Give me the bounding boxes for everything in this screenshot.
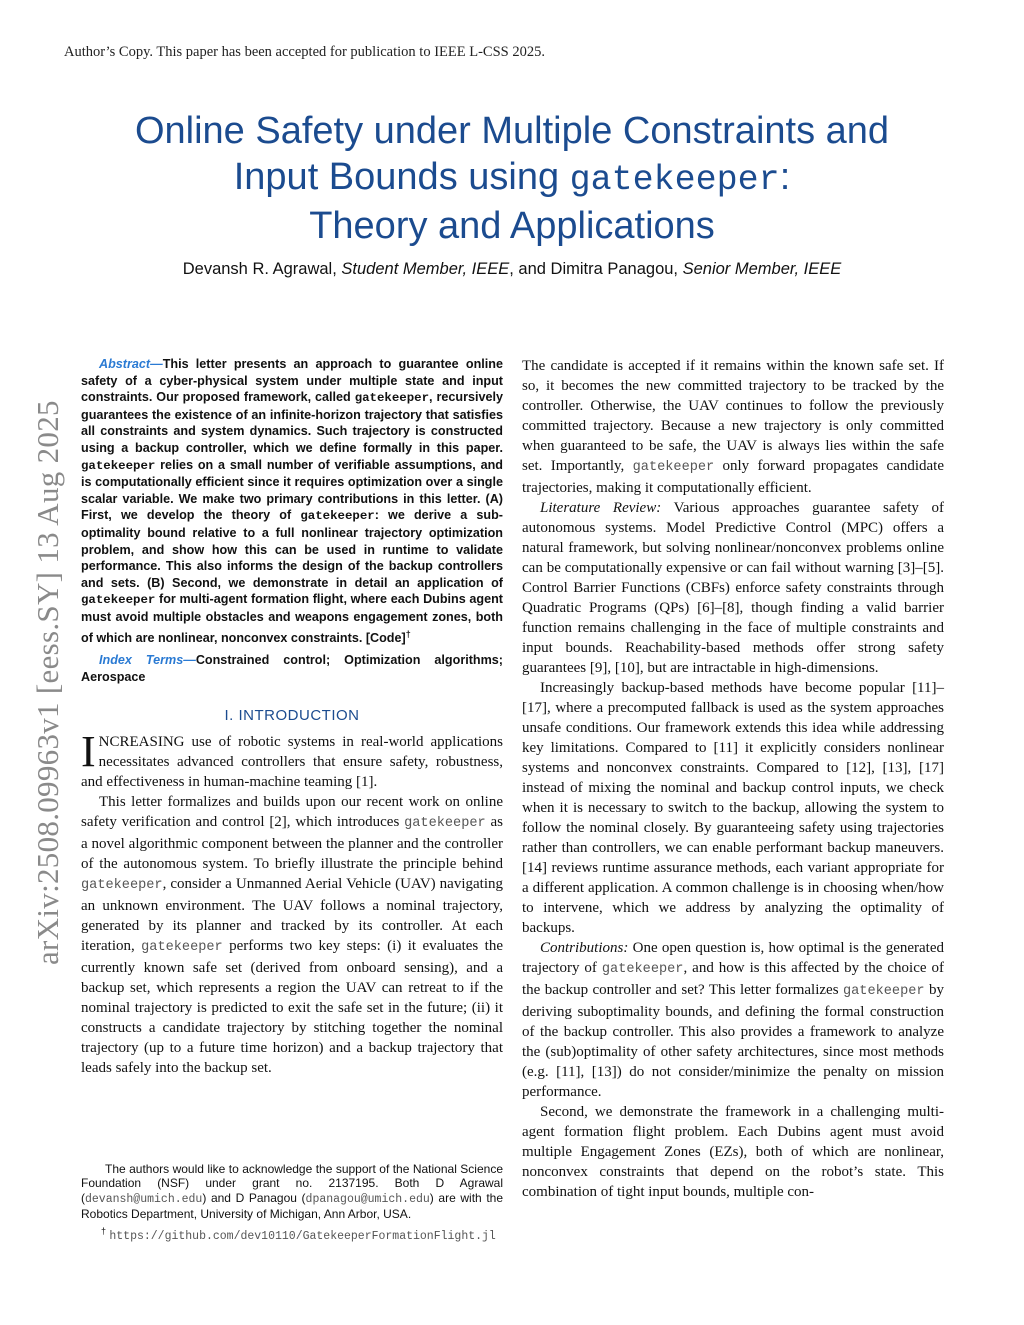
abstract-label: Abstract— (99, 357, 163, 371)
footnote-dagger: † (101, 1226, 107, 1237)
intro-p2-text-c: , consider a Unmanned Aerial Vehicle (UAV) navigating an unknown environment. The UAV follows a nominal trajectory, generated by its planner and tracked by its controller. At each iteration, (81, 876, 503, 955)
footnote-text-1: The authors would like to acknowledge the support of the National Science Foundation (NSF) under grant no. 2137195. Both D Agrawal ( (81, 1162, 503, 1205)
footnote-text-2: ) and D Panagou ( (202, 1190, 306, 1205)
code-footnote-marker: † (405, 628, 411, 639)
second-contribution-paragraph: Second, we demonstrate the framework in a challenging multi-agent formation flight problem. Each Dubins agent must avoid multiple Engagement Zones (EZs), both of which are nonlinear, nonconvex constraints that depend on the robot’s state. This combination of tight input bounds, multiple con- (522, 1104, 944, 1200)
intro-paragraph-2 (81, 792, 503, 1078)
right-paragraph-1 (522, 356, 944, 498)
paper-title (60, 108, 964, 249)
contributions-text-1: One open question is, how optimal is the generated trajectory of (522, 940, 944, 976)
right-p1-text-b: only forward propagates candidate trajectories, making it computationally efficient. (522, 458, 944, 496)
abstract-text-1: This letter presents an approach to guarantee online safety of a cyber-physical system under multiple state and input constraints. Our proposed framework, called (81, 357, 503, 405)
abstract-text-2: , recursively guarantees the existence of an infinite-horizon trajectory that satisfies all constraints and system dynamics. Such trajectory is constructed using a backup controller, which we define formally in this paper. (81, 390, 503, 455)
literature-review-paragraph (522, 498, 944, 678)
intro-p1-text: NCREASING use of robotic systems in real-world applications necessitates advanced controllers that ensure safety, robustness, and effectiveness in human-machine teaming [1]. (81, 734, 503, 791)
author-line (60, 260, 964, 279)
literature-review-text: Various approaches guarantee safety of autonomous systems. Model Predictive Control (MPC) offers a natural framework, but solving nonlinear/nonconvex problems online can be computationally expensive or can fail without warning [3]–[5]. Control Barrier Functions (CBFs) enforce safety constraints through Quadratic Programs (QPs) [6]–[8], though finding a valid barrier function remains challenging in the face of multiple constraints and input bounds. Reachability-based methods offer strong safety guarantees [9], [10], but are intractable in high-dimensions. (522, 500, 944, 676)
abstract-text-3: relies on a small number of verifiable assumptions, and is computationally efficient since it requires optimization over a single scalar variable. We make two primary contributions in this letter. (A) First, we develop the theory of (81, 457, 503, 523)
index-terms-label: Index Terms— (99, 653, 196, 668)
code-word: gatekeeper (300, 509, 375, 524)
literature-review-label: Literature Review: (540, 500, 662, 516)
title-line-2-pre: Input Bounds using (233, 156, 570, 198)
code-word: gatekeeper (81, 458, 156, 473)
drop-cap: I (81, 727, 96, 777)
code-word: gatekeeper (632, 460, 715, 475)
index-terms-text: Constrained control; Optimization algorithms; Aerospace (81, 653, 503, 684)
acknowledgement (81, 1162, 503, 1221)
abstract (81, 356, 503, 646)
code-word: gatekeeper (81, 878, 163, 894)
author-1-role: Student Member, IEEE (341, 260, 510, 278)
contributions-paragraph (522, 938, 944, 1102)
code-footnote (81, 1224, 503, 1244)
email-link[interactable]: dpanagou@umich.edu (305, 1192, 430, 1206)
intro-p2-text-d: performs two key steps: (i) it evaluates the currently known safe set (derived from onboard sensing), and a backup set, which represents a region the UAV can retreat to if the nominal trajectory is predicted to exit the safe set in the future; (ii) it constructs a candidate trajectory by stitching together the nominal trajectory (up to a future time horizon) and a backup trajectory that leads safely into the backup set. (81, 938, 503, 1077)
contributions-text-2: , and how is this affected by the choice of the backup controller and set? This letter formalizes (522, 960, 944, 998)
email-link[interactable]: devansh@umich.edu (85, 1192, 203, 1206)
arxiv-stamp: arXiv:2508.09963v1 [eess.SY] 13 Aug 2025 (30, 400, 65, 965)
right-p1-text-a: The candidate is accepted if it remains within the known safe set. If so, it becomes the new committed trajectory to be tracked by the controller. Otherwise, the UAV continues to follow the previously committed trajectory. Because a new trajectory is only committed when guaranteed to be safe, the UAV is always lies within the safe set. Importantly, (522, 358, 944, 474)
author-2-role: Senior Member, IEEE (682, 260, 842, 278)
footnote (81, 1162, 503, 1244)
publication-notice: Author’s Copy. This paper has been accepted for publication to IEEE L-CSS 2025. (64, 44, 545, 60)
section-heading: I. INTRODUCTION (224, 707, 360, 725)
title-line-3: Theory and Applications (309, 205, 715, 247)
index-terms (81, 652, 503, 685)
intro-p2-text-b: as a novel algorithmic component between the planner and the controller of the autonomous system. To briefly illustrate the principle behind (81, 814, 503, 873)
intro-p2-text-a: This letter formalizes and builds upon our recent work on online safety verification and control [2], which introduces (81, 794, 503, 831)
footnote-text-3: ) are with the Robotics Department, University of Michigan, Ann Arbor, USA. (81, 1190, 504, 1221)
author-separator: , and Dimitra Panagou, (509, 260, 683, 278)
title-line-2-post: : (779, 156, 791, 198)
code-word: gatekeeper (601, 962, 684, 977)
code-word: gatekeeper (842, 984, 925, 999)
code-url-link[interactable]: https://github.com/dev10110/GatekeeperFormationFlight.jl (109, 1230, 496, 1244)
left-column (81, 356, 503, 1078)
title-line-1: Online Safety under Multiple Constraints and (134, 110, 890, 152)
right-column (522, 356, 944, 1202)
title-code-word: gatekeeper (569, 160, 780, 200)
code-word: gatekeeper (141, 940, 223, 956)
code-word: gatekeeper (81, 593, 156, 608)
backup-methods-paragraph: Increasingly backup-based methods have become popular [11]–[17], where a precomputed fallback is used as the system approaches unsafe conditions. Our framework extends this idea while addressing key limitations. Compared to [11] it explicitly considers nonlinear systems and nonconvex constraints. Compared to [12], [13], [17] instead of mixing the nominal and backup control inputs, we check when it is necessary to switch to the backup, allowing the system to follow the nominal closely. By guaranteeing safety using trajectories rather than controllers, we can enable performant backup maneuvers. [14] reviews runtime assurance methods, each variant appropriate for a different application. A common challenge is in choosing when/how to intervene, which we address by analyzing the optimality of backups. (522, 680, 944, 936)
contributions-text-3: by deriving suboptimality bounds, and defining the formal construction of the backup controller. This also provides a framework to analyze the (sub)optimality of other safety architectures, since most methods (e.g. [11], [13]) do not consider/minimize the penalty on mission performance. (522, 982, 944, 1100)
intro-paragraph-1 (81, 727, 503, 792)
author-1: Devansh R. Agrawal, (182, 260, 342, 278)
code-word: gatekeeper (404, 816, 486, 832)
code-word: gatekeeper (354, 391, 430, 406)
contributions-label: Contributions: (540, 940, 629, 956)
abstract-text-5: for multi-agent formation flight, where each Dubins agent must avoid multiple obstacles and weapons engagement zones, both of which are nonlinear, nonconvex constraints. [Code] (81, 592, 503, 645)
abstract-text-4: : we derive a sub-optimality bound relative to a full nonlinear trajectory optimization problem, and show how this can be used in runtime to validate performance. This also informs the design of the backup controllers and sets. (B) Second, we demonstrate in detail an application of (81, 508, 503, 590)
